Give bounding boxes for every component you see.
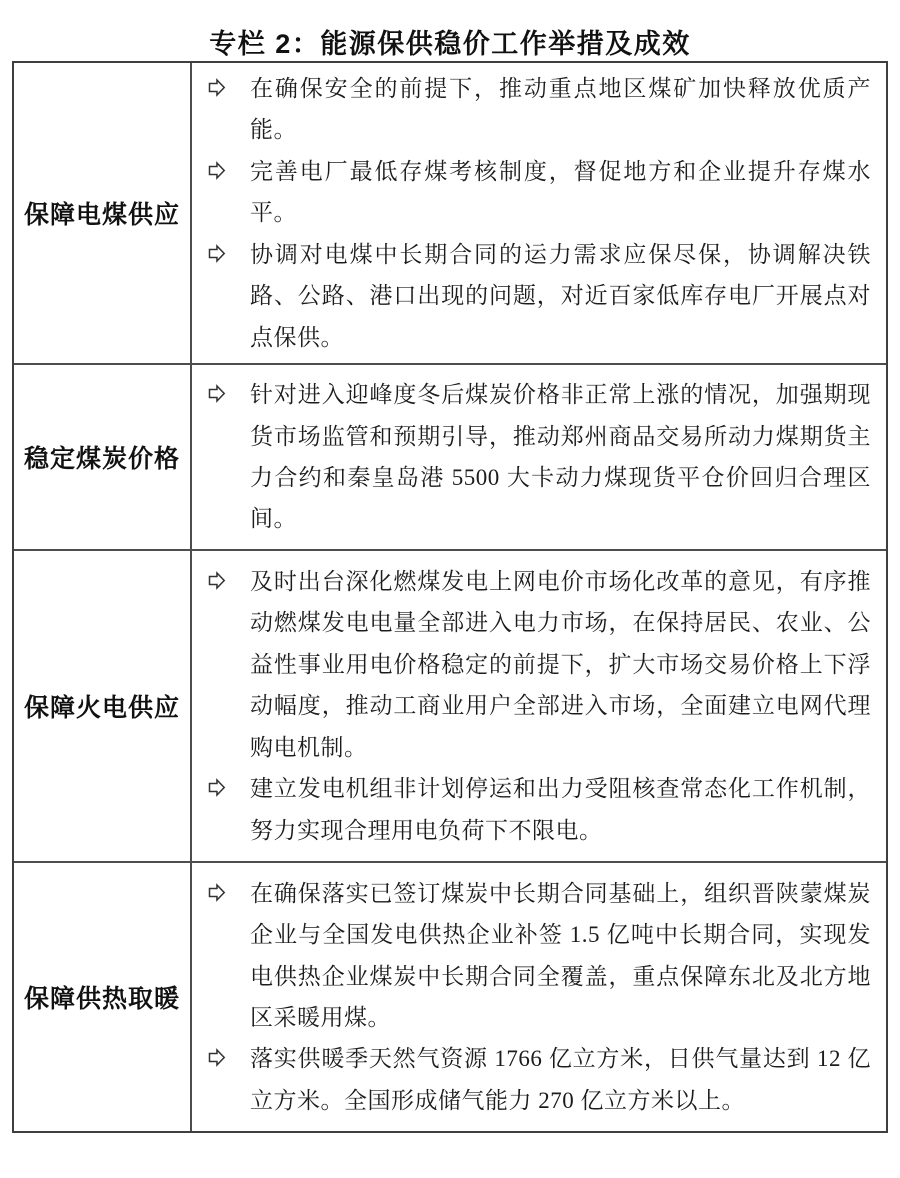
- row-label-cell: [14, 365, 192, 549]
- arrow-bullet-icon: [206, 383, 227, 404]
- list-item: [192, 768, 871, 851]
- table-row: [14, 861, 886, 1131]
- list-item: [192, 561, 871, 768]
- page-title: 专栏 2：能源保供稳价工作举措及成效: [209, 29, 691, 59]
- row-label-cell: [14, 551, 192, 861]
- list-item: [192, 151, 871, 234]
- list-item-text: 协调对电煤中长期合同的运力需求应保尽保，协调解决铁路、公路、港口出现的问题，对近百家低库存电厂开展点对点保供。: [250, 241, 871, 350]
- arrow-bullet-icon: [206, 777, 227, 798]
- row-content-cell: [192, 863, 886, 1131]
- list-item-text: 完善电厂最低存煤考核制度，督促地方和企业提升存煤水平。: [250, 158, 871, 226]
- row-label: 保障供热取暖: [23, 985, 180, 1013]
- list-item: [192, 374, 871, 540]
- row-label: 保障电煤供应: [23, 201, 180, 229]
- list-item-text: 落实供暖季天然气资源 1766 亿立方米，日供气量达到 12 亿立方米。全国形成储气能力 270 亿立方米以上。: [250, 1046, 871, 1113]
- row-content-cell: [192, 551, 886, 861]
- measures-table: [12, 61, 888, 1133]
- list-item: [192, 1038, 871, 1121]
- row-content-cell: [192, 63, 886, 363]
- row-label: 稳定煤炭价格: [23, 445, 180, 473]
- arrow-bullet-icon: [206, 882, 227, 903]
- list-item-text: 在确保安全的前提下，推动重点地区煤矿加快释放优质产能。: [250, 76, 871, 143]
- list-item: [192, 68, 871, 151]
- row-label: 保障火电供应: [23, 694, 180, 722]
- list-item-text: 针对进入迎峰度冬后煤炭价格非正常上涨的情况，加强期现货市场监管和预期引导，推动郑州商品交易所动力煤期货主力合约和秦皇岛港 5500 大卡动力煤现货平仓价回归合理区间。: [250, 382, 871, 532]
- arrow-bullet-icon: [206, 77, 227, 98]
- table-row: [14, 363, 886, 549]
- row-label-cell: [14, 863, 192, 1131]
- table-row: [14, 63, 886, 363]
- arrow-bullet-icon: [206, 570, 227, 591]
- list-item-text: 及时出台深化燃煤发电上网电价市场化改革的意见，有序推动燃煤发电电量全部进入电力市场，在保持居民、农业、公益性事业用电价格稳定的前提下，扩大市场交易价格上下浮动幅度，推动工商业用户全部进入市场，全面建立电网代理购电机制。: [250, 569, 871, 760]
- list-item: [192, 873, 871, 1039]
- arrow-bullet-icon: [206, 1047, 227, 1068]
- row-content-cell: [192, 365, 886, 549]
- arrow-bullet-icon: [206, 243, 227, 264]
- table-row: [14, 549, 886, 861]
- list-item-text: 建立发电机组非计划停运和出力受阻核查常态化工作机制，努力实现合理用电负荷下不限电。: [250, 776, 871, 843]
- row-label-cell: [14, 63, 192, 363]
- list-item-text: 在确保落实已签订煤炭中长期合同基础上，组织晋陕蒙煤炭企业与全国发电供热企业补签 1.5 亿吨中长期合同，实现发电供热企业煤炭中长期合同全覆盖，重点保障东北及北方地区采暖用煤。: [250, 880, 871, 1030]
- arrow-bullet-icon: [206, 160, 227, 181]
- list-item: [192, 234, 871, 358]
